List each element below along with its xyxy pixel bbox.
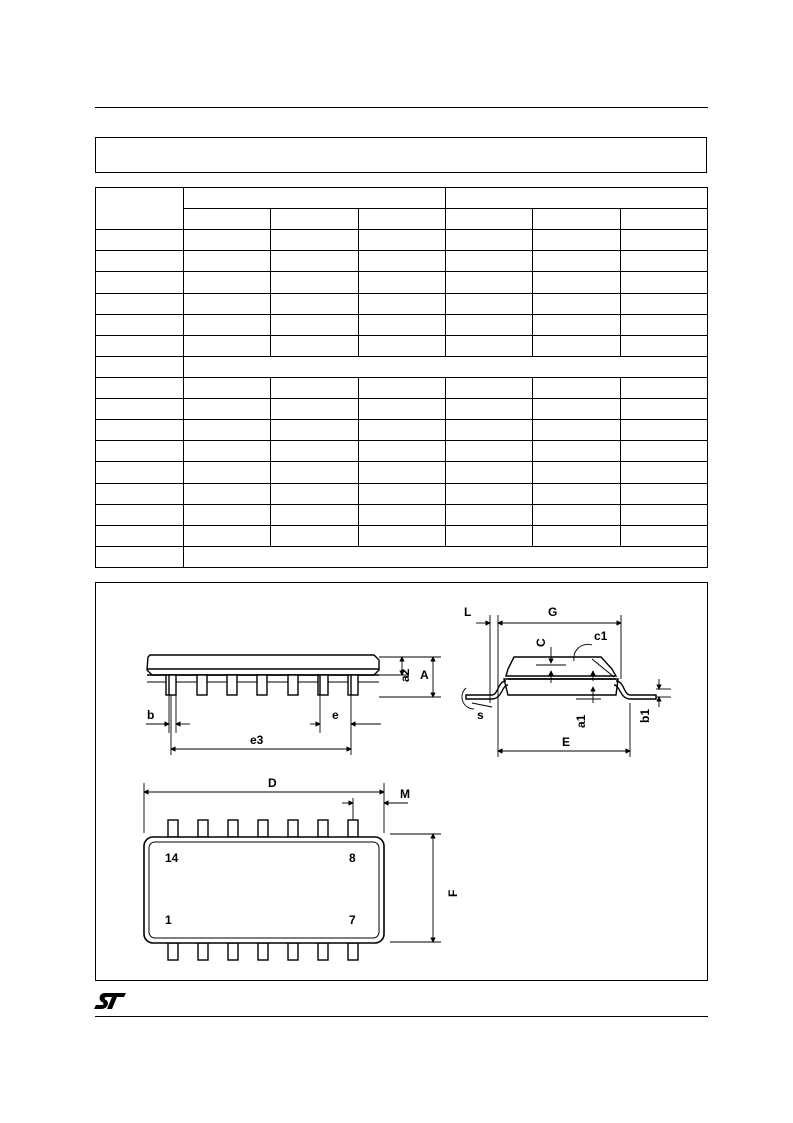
package-drawing-box	[95, 582, 708, 981]
side-view-leads	[166, 675, 358, 695]
table-header-cell	[445, 188, 707, 209]
table-row	[96, 251, 708, 272]
table-row	[96, 335, 708, 356]
table-header-cell	[620, 209, 707, 230]
pin-number-1: 1	[165, 913, 172, 927]
table-row	[96, 546, 708, 567]
table-row	[96, 483, 708, 504]
dim-label-b: b	[147, 708, 155, 722]
package-drawing	[96, 583, 709, 982]
table-header-cell	[271, 209, 358, 230]
dim-label-e3: e3	[250, 733, 264, 747]
table-row	[96, 377, 708, 398]
table-header-cell	[358, 209, 445, 230]
table-header-cell	[184, 188, 446, 209]
dim-label-a2: a2	[398, 668, 412, 682]
table-header-cell	[533, 209, 620, 230]
st-logo-icon	[93, 992, 127, 1010]
dim-label-s: s	[477, 708, 484, 722]
table-header-cell	[184, 209, 271, 230]
table-row	[96, 441, 708, 462]
table-row	[96, 293, 708, 314]
table-subheader-row	[96, 209, 708, 230]
dim-label-a1: a1	[574, 714, 588, 728]
table-row	[96, 504, 708, 525]
table-row	[96, 399, 708, 420]
top-view-top-leads	[168, 820, 358, 837]
pin-number-8: 8	[349, 851, 356, 865]
dim-label-E: E	[562, 735, 571, 749]
side-view	[147, 655, 379, 695]
end-view	[466, 657, 656, 699]
dim-label-A: A	[420, 668, 429, 682]
table-header-cell	[96, 188, 184, 230]
top-view-bottom-leads	[168, 943, 358, 960]
dim-label-G: G	[548, 605, 558, 619]
dim-label-D: D	[268, 776, 277, 790]
pin-number-7: 7	[349, 913, 356, 927]
dimensions-table	[95, 187, 708, 568]
dim-label-L: L	[464, 605, 472, 619]
table-row	[96, 230, 708, 251]
dim-label-e: e	[332, 708, 339, 722]
table-row	[96, 314, 708, 335]
dim-label-F: F	[446, 889, 460, 897]
dim-label-C: C	[534, 638, 548, 647]
footer-rule	[95, 1016, 708, 1017]
package-title-box	[95, 137, 707, 173]
top-view	[144, 820, 384, 960]
table-row	[96, 272, 708, 293]
dim-label-b1: b1	[638, 708, 652, 723]
dim-label-M: M	[400, 787, 410, 801]
table-row	[96, 462, 708, 483]
dim-label-c1: c1	[594, 629, 608, 643]
table-row	[96, 356, 708, 377]
table-header-row	[96, 188, 708, 209]
pin-number-14: 14	[165, 851, 179, 865]
table-row	[96, 420, 708, 441]
table-row	[96, 525, 708, 546]
table-header-cell	[445, 209, 532, 230]
header-rule	[95, 107, 708, 108]
